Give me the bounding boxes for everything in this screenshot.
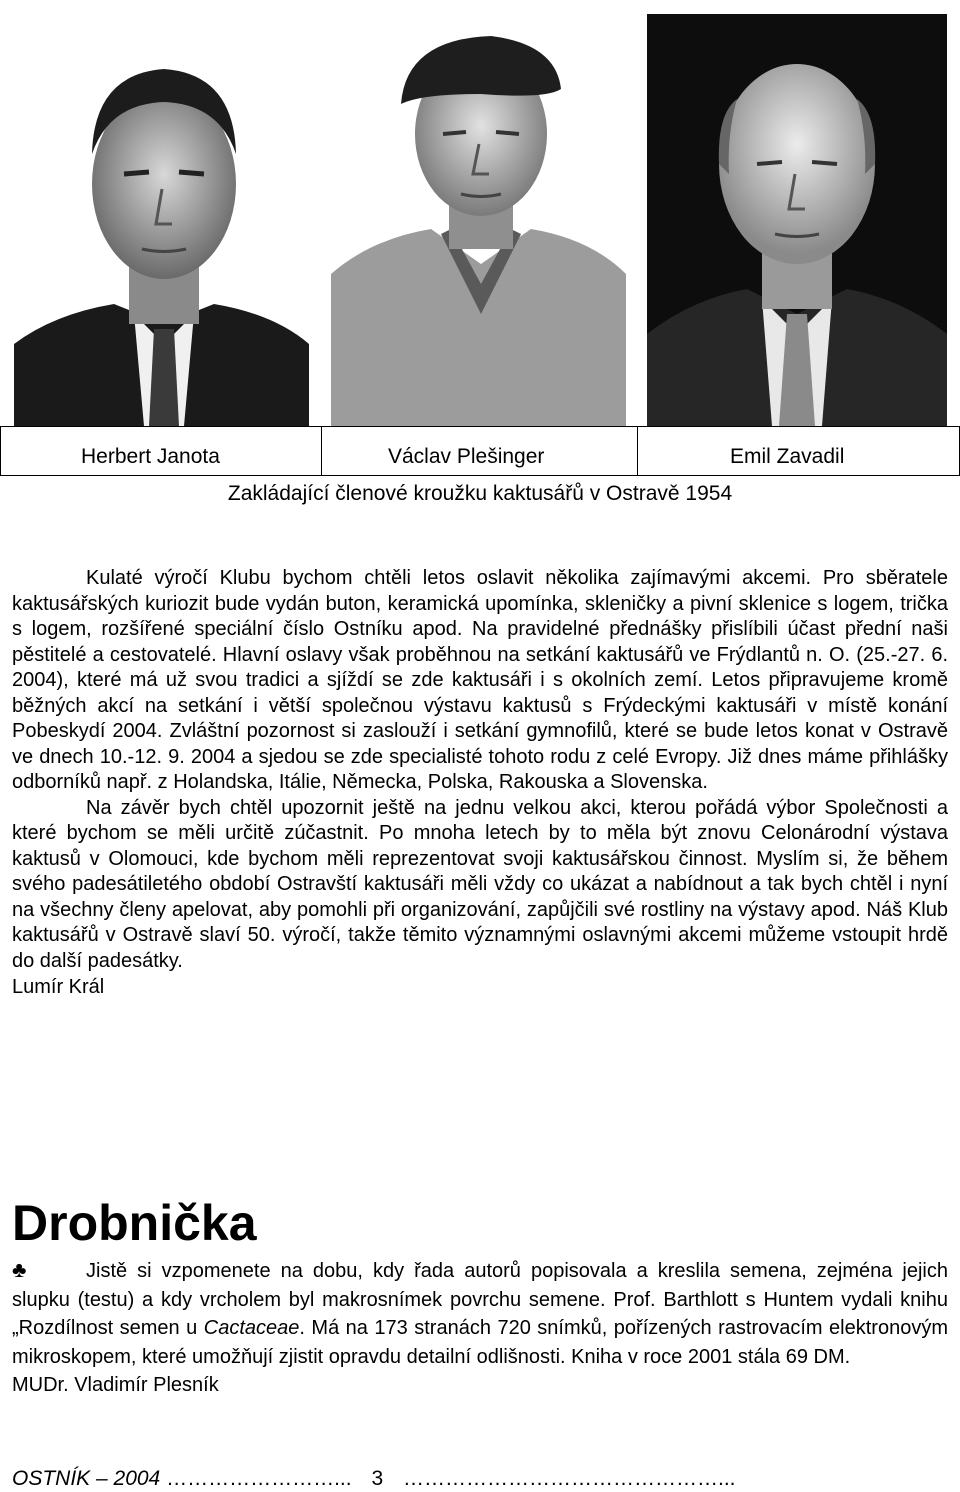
drobnicka-text-before: Jistě si vzpomenete na dobu, kdy řada autorů popisovala a kreslila semena, zejména jejich slupku (testu) a kdy vrcholem byl makrosnímek povrchu semene. Prof. Barthlott s Huntem vydali knihu „Rozdílnost semen u: [12, 1260, 948, 1339]
photo-name-3: Emil Zavadil: [730, 445, 845, 468]
footer-dots-left: ……………………...: [166, 1467, 352, 1490]
drobnicka-text-after: . Má na 173 stranách 720 snímků, pořízených rastrovacím elektronovým mikroskopem, které umožňují zjistit opravdu detailní odlišnosti. Kniha v roce 2001 stála 69 DM.: [12, 1317, 948, 1368]
club-suit-icon: ♣: [12, 1257, 27, 1282]
article-paragraph: Kulaté výročí Klubu bychom chtěli letos oslavit několika zajímavými akcemi. Pro sběratele kaktusářských kuriozit bude vydán buton, keramická upomínka, skleničky a pivní sklenice s logem, trička s logem, rozšířené speciální číslo Ostníku apod. Na pravidelné přednášky přislíbili účast přední naši pěstitelé a cestovatelé. Hlavní oslavy však proběhnou na setkání kaktusářů ve Frýdlantů n. O. (25.-27. 6. 2004), které má už svou tradici a sjíždí se zde kaktusáři i s okolních zemí. Letos připravujeme kromě běžných akcí na setkání i větší společnou výstavu kaktusů s Frýdeckými kaktusáři v místě konání Pobeskydí 2004. Zvláštní pozornost si zaslouží i setkání gymnofilů, které se bude letos konat v Ostravě ve dnech 10.-12. 9. 2004 a sjedou se zde specialisté tohoto rodu z celé Evropy. Již dnes máme přihlášky odborníků např. z Holandska, Itálie, Německa, Polska, Rakouska a Slovenska.: [12, 567, 948, 793]
article: [12, 566, 948, 1000]
founders-photo-table: [0, 0, 960, 476]
footer-page-number: 3: [371, 1467, 384, 1490]
footer-publication: OSTNÍK – 2004: [12, 1467, 161, 1490]
table-divider-2: [637, 426, 638, 476]
photo-emil-zavadil: [647, 14, 947, 426]
table-border-bottom: [0, 475, 960, 476]
photo-caption: Zakládající členové kroužku kaktusářů v Ostravě 1954: [227, 482, 733, 505]
photo-name-2: Václav Plešinger: [388, 445, 545, 468]
drobnicka-author: MUDr. Vladimír Plesník: [12, 1374, 219, 1396]
photo-vaclav-plesinger: [331, 14, 626, 426]
photo-herbert-janota: [14, 14, 309, 426]
drobnicka-section: [12, 1256, 948, 1400]
article-paragraph: Na závěr bych chtěl upozornit ještě na jednu velkou akci, kterou pořádá výbor Společnosti a které bychom se měli určitě zúčastnit. Po mnoha letech by to měla být znovu Celonárodní výstava kaktusů v Olomouci, kde bychom měli reprezentovat svoji kaktusářskou činnost. Myslím si, že během svého padesátiletého období Ostravští kaktusáři měli vždy co ukázat a nabídnout a tak bych chtěl i nyní na všechny členy apelovat, aby pomohli při organizování, zapůjčili své rostliny na výstavy apod. Náš Klub kaktusářů v Ostravě slaví 50. výročí, takže těmito významnými oslavnými akcemi můžeme vstoupit hrdě do další padesátky.: [12, 796, 948, 972]
photo-name-1: Herbert Janota: [81, 445, 220, 468]
table-border-left: [0, 426, 1, 476]
table-border-top: [0, 426, 960, 427]
drobnicka-paragraph: [12, 1256, 948, 1371]
footer-dots-right: ………………………………………...: [402, 1467, 736, 1490]
drobnicka-text-italic: Cactaceae: [203, 1317, 300, 1339]
page-footer: [12, 1466, 736, 1492]
section-heading: Drobnička: [12, 1195, 257, 1251]
table-divider-1: [321, 426, 322, 476]
article-author: Lumír Král: [12, 976, 105, 998]
